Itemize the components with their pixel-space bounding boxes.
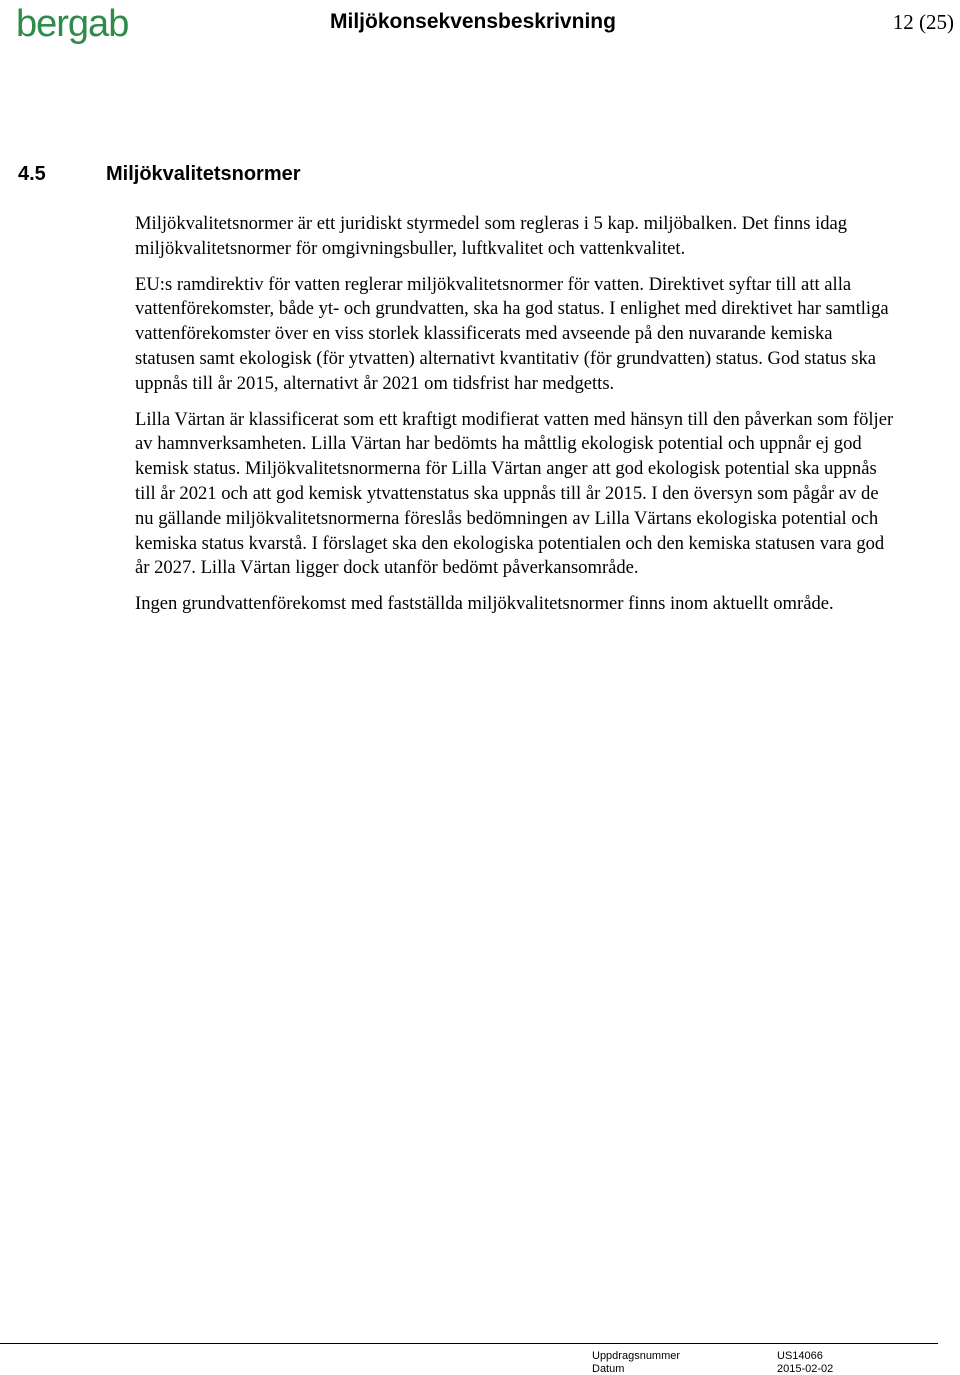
page-number: 12 (25) [893,10,954,35]
section-heading [18,163,301,186]
body-text [135,212,895,628]
document-title: Miljökonsekvensbeskrivning [330,10,616,34]
section-title: Miljökvalitetsnormer [106,163,301,185]
assignment-number-label: Uppdragsnummer [592,1350,680,1363]
footer-labels [592,1350,680,1375]
date-label: Datum [592,1363,680,1375]
bergab-logo [16,4,128,52]
date-value: 2015-02-02 [777,1363,833,1375]
assignment-number-value: US14066 [777,1350,833,1363]
paragraph: Lilla Värtan är klassificerat som ett kraftigt modifierat vatten med hänsyn till den påverkan som följer av hamnverksamheten. Lilla Värtan har bedömts ha måttlig ekologisk potential och uppnår ej god kemisk status. Miljökvalitetsnormerna för Lilla Värtan anger att god ekologisk potential ska uppnås till år 2021 och att god kemisk ytvattenstatus ska uppnås till år 2015. I den översyn som pågår av de nu gällande miljökvalitetsnormerna föreslås bedömningen av Lilla Värtans ekologiska potential och kemiska status kvarstå. I förslaget ska den ekologiska potentialen och den kemiska statusen vara god år 2027. Lilla Värtan ligger dock utanför bedömt påverkansområde. [135,408,895,582]
paragraph: Ingen grundvattenförekomst med fastställda miljökvalitetsnormer finns inom aktuellt område. [135,592,895,617]
section-number: 4.5 [18,163,106,186]
logo-graphic [16,4,128,52]
paragraph: EU:s ramdirektiv för vatten reglerar miljökvalitetsnormer för vatten. Direktivet syftar till att alla vattenförekomster, både yt- och grundvatten, ska ha god status. I enlighet med direktivet har samtliga vattenförekomster över en viss storlek klassificerats med avseende på den nuvarande kemiska statusen samt ekologisk (för ytvatten) alternativt kvantitativ (för grundvatten) status. God status ska uppnås till år 2015, alternativt år 2021 om tidsfrist har medgetts. [135,273,895,397]
paragraph: Miljökvalitetsnormer är ett juridiskt styrmedel som regleras i 5 kap. miljöbalken. Det finns idag miljökvalitetsnormer för omgivningsbuller, luftkvalitet och vattenkvalitet. [135,212,895,262]
footer-divider [0,1343,938,1344]
svg-text:bergab: bergab [16,4,128,45]
footer-values [777,1350,833,1375]
